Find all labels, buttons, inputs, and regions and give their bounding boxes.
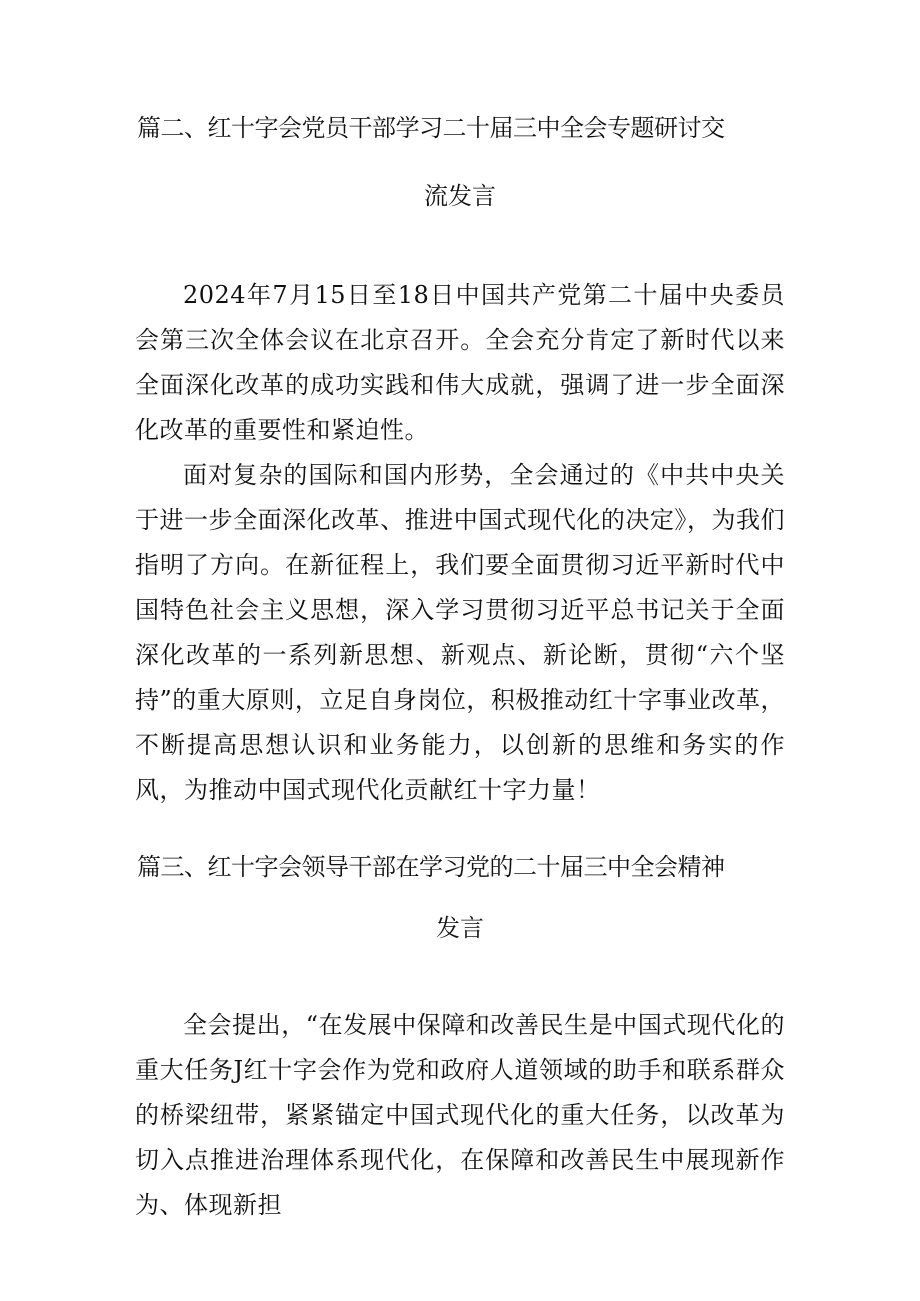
- section-3-heading-line2: 发言: [436, 914, 484, 942]
- section-2-paragraph-1: 2024年7月15日至18日中国共产党第二十届中央委员会第三次全体会议在北京召开。全会充分肯定了新时代以来全面深化改革的成功实践和伟大成就，强调了进一步全面深化改革的重要性和紧迫性。: [135, 281, 785, 444]
- section-2-heading-line1: 篇二、红十字会党员干部学习二十届三中全会专题研讨交: [137, 114, 725, 142]
- section-3-heading-line1: 篇三、红十字会领导干部在学习党的二十届三中全会精神: [137, 853, 725, 881]
- section-2-heading-line2: 流发言: [424, 182, 496, 210]
- section-3-paragraph-1: 全会提出，“在发展中保障和改善民生是中国式现代化的重大任务J红十字会作为党和政府人道领域的助手和联系群众的桥梁纽带，紧紧锚定中国式现代化的重大任务，以改革为切入点推进治理体系现代化，在保障和改善民生中展现新作为、体现新担: [135, 1011, 785, 1219]
- section-2-paragraph-2: 面对复杂的国际和国内形势，全会通过的《中共中央关于进一步全面深化改革、推进中国式现代化的决定》，为我们指明了方向。在新征程上，我们要全面贯彻习近平新时代中国特色社会主义思想，深入学习贯彻习近平总书记关于全面深化改革的一系列新思想、新观点、新论断，贯彻“六个坚持”的重大原则，立足自身岗位，积极推动红十字事业改革，不断提高思想认识和业务能力，以创新的思维和务实的作风，为推动中国式现代化贡献红十字力量！: [135, 461, 785, 804]
